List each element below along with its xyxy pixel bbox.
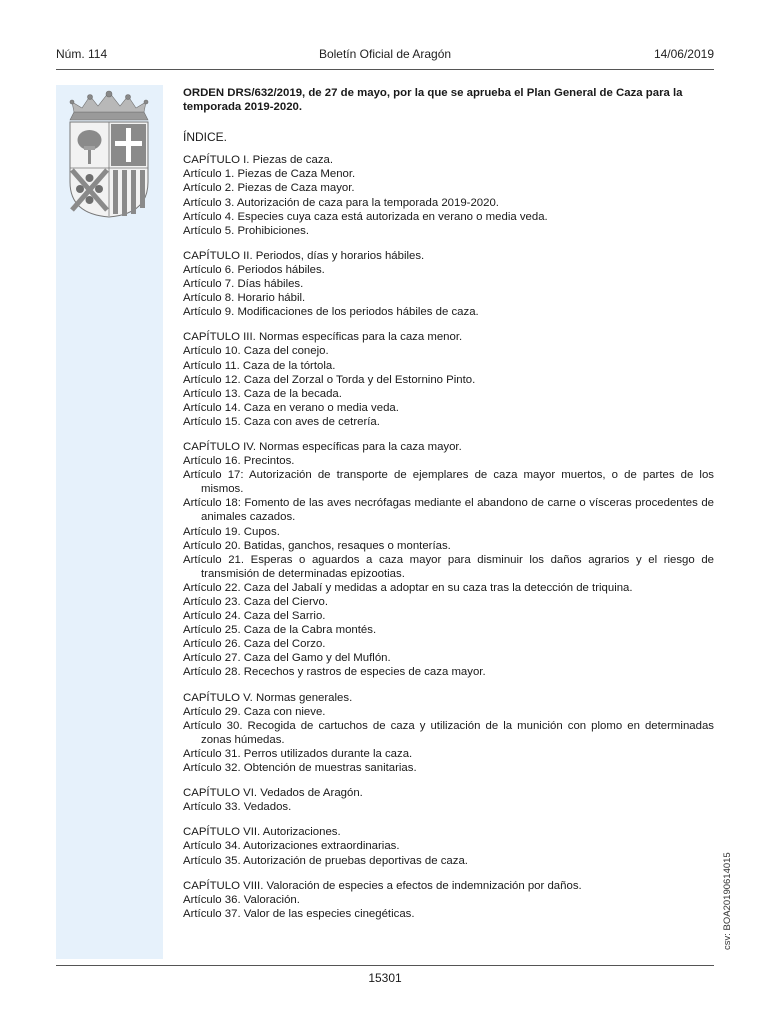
footer-rule	[56, 965, 714, 966]
article-item: Artículo 11. Caza de la tórtola.	[183, 359, 336, 372]
article-item: Artículo 7. Días hábiles.	[183, 278, 304, 291]
article-item: Artículo 23. Caza del Ciervo.	[183, 596, 328, 608]
chapter-block	[183, 249, 714, 319]
chapter-block	[183, 153, 714, 238]
publication-date: 14/06/2019	[653, 47, 714, 61]
article-item: Artículo 36. Valoración.	[183, 893, 300, 906]
article-item: Artículo 12. Caza del Zorzal o Torda y del Estornino Pinto.	[183, 373, 476, 386]
article-item: Artículo 5. Prohibiciones.	[183, 224, 309, 237]
chapter-title: CAPÍTULO II. Periodos, días y horarios hábiles.	[183, 249, 425, 262]
header-rule	[56, 69, 714, 70]
chapter-block	[183, 330, 714, 429]
article-item: Artículo 15. Caza con aves de cetrería.	[183, 415, 380, 428]
issue-number: Núm. 114	[56, 47, 108, 61]
page-number: 15301	[368, 971, 402, 985]
article-item: Artículo 2. Piezas de Caza mayor.	[183, 182, 355, 195]
order-title: ORDEN DRS/632/2019, de 27 de mayo, por la que se aprueba el Plan General de Caza para la temporada 2019-2020.	[183, 87, 683, 114]
article-item: Artículo 16. Precintos.	[183, 455, 295, 468]
chapter-title: CAPÍTULO VI. Vedados de Aragón.	[183, 787, 363, 800]
article-item: Artículo 35. Autorización de pruebas deportivas de caza.	[183, 854, 468, 867]
article-item: Artículo 8. Horario hábil.	[183, 292, 306, 305]
article-item: Artículo 20. Batidas, ganchos, resaques o monterías.	[183, 539, 451, 552]
chapter-block	[183, 691, 714, 776]
chapter-list	[183, 153, 714, 921]
chapter-block	[183, 786, 714, 814]
document-body	[183, 86, 714, 932]
chapter-block	[183, 879, 714, 921]
article-item: Artículo 10. Caza del conejo.	[183, 345, 329, 358]
article-item: Artículo 28. Recechos y rastros de especies de caza mayor.	[183, 666, 486, 679]
chapter-block	[183, 440, 714, 680]
article-item: Artículo 21. Esperas o aguardos a caza mayor para disminuir los daños agrarios y el riesgo de transmisión de determinadas epizootias.	[183, 553, 714, 580]
article-item: Artículo 13. Caza de la becada.	[183, 387, 342, 400]
article-item: Artículo 9. Modificaciones de los periodos hábiles de caza.	[183, 306, 479, 319]
article-item: Artículo 18: Fomento de las aves necrófagas mediante el abandono de carne o vísceras procedentes de animales cazados.	[183, 497, 714, 524]
csv-code: csv: BOA20190614015	[722, 852, 733, 950]
article-item: Artículo 30. Recogida de cartuchos de caza y utilización de la munición con plomo en determinadas zonas húmedas.	[183, 719, 714, 746]
chapter-title: CAPÍTULO VII. Autorizaciones.	[183, 826, 341, 839]
article-item: Artículo 26. Caza del Corzo.	[183, 638, 326, 651]
chapter-title: CAPÍTULO VIII. Valoración de especies a efectos de indemnización por daños.	[183, 879, 582, 892]
article-item: Artículo 19. Cupos.	[183, 525, 280, 538]
article-item: Artículo 37. Valor de las especies cinegéticas.	[183, 907, 415, 920]
chapter-block	[183, 825, 714, 867]
chapter-title: CAPÍTULO V. Normas generales.	[183, 691, 353, 704]
article-item: Artículo 31. Perros utilizados durante la caza.	[183, 747, 413, 760]
index-heading: ÍNDICE.	[183, 130, 228, 145]
article-item: Artículo 17: Autorización de transporte de ejemplares de caza mayor muertos, o de partes de los mismos.	[183, 469, 714, 496]
chapter-title: CAPÍTULO III. Normas específicas para la caza menor.	[183, 331, 463, 344]
article-item: Artículo 34. Autorizaciones extraordinarias.	[183, 840, 400, 853]
article-item: Artículo 27. Caza del Gamo y del Muflón.	[183, 652, 391, 665]
article-item: Artículo 24. Caza del Sarrio.	[183, 610, 326, 623]
article-item: Artículo 14. Caza en verano o media veda.	[183, 401, 399, 414]
article-item: Artículo 3. Autorización de caza para la temporada 2019-2020.	[183, 196, 499, 209]
chapter-title: CAPÍTULO I. Piezas de caza.	[183, 154, 334, 167]
article-item: Artículo 22. Caza del Jabalí y medidas a adoptar en su caza tras la detección de triquina.	[183, 581, 633, 594]
article-item: Artículo 6. Periodos hábiles.	[183, 263, 325, 276]
article-item: Artículo 25. Caza de la Cabra montés.	[183, 624, 377, 637]
chapter-title: CAPÍTULO IV. Normas específicas para la caza mayor.	[183, 440, 462, 453]
coat-of-arms	[60, 90, 158, 218]
article-item: Artículo 29. Caza con nieve.	[183, 705, 326, 718]
article-item: Artículo 1. Piezas de Caza Menor.	[183, 168, 356, 181]
article-item: Artículo 33. Vedados.	[183, 801, 292, 814]
article-item: Artículo 4. Especies cuya caza está autorizada en verano o media veda.	[183, 210, 548, 223]
article-item: Artículo 32. Obtención de muestras sanitarias.	[183, 762, 417, 775]
publication-name: Boletín Oficial de Aragón	[318, 47, 452, 61]
